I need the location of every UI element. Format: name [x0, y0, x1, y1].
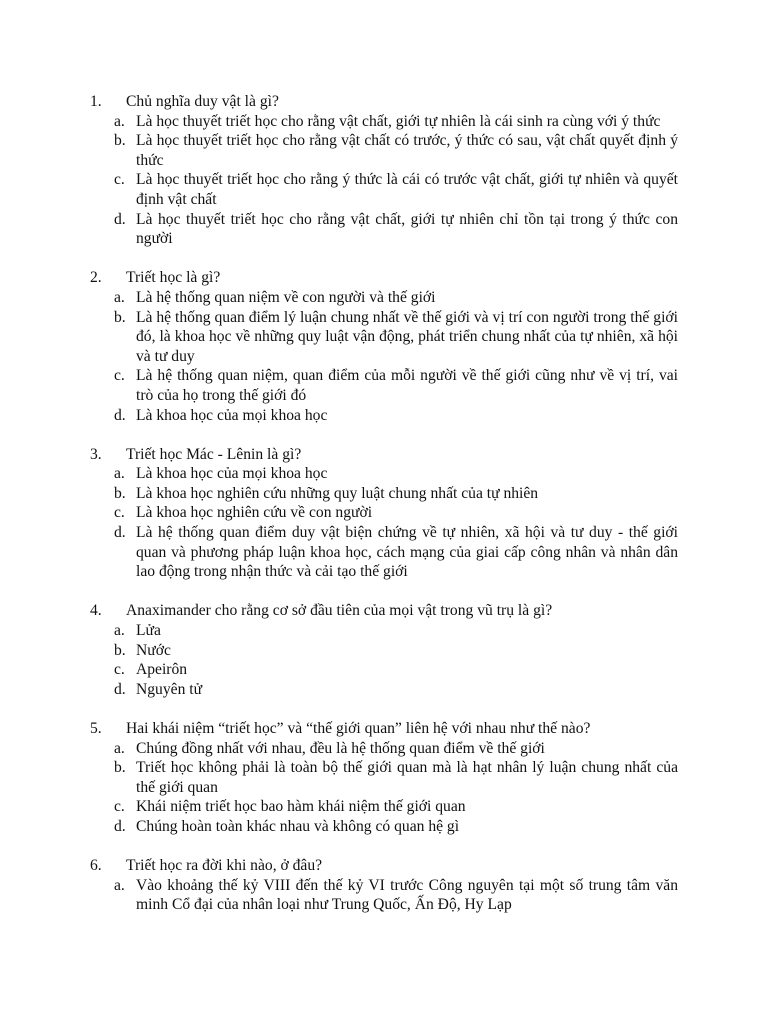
answer-option: [114, 758, 678, 797]
answer-text: Là học thuyết triết học cho rằng vật chất, giới tự nhiên chỉ tồn tại trong ý thức con người: [136, 210, 678, 248]
question-number: 3.: [90, 445, 102, 463]
answer-letter: d.: [114, 817, 126, 835]
answer-list: [90, 739, 678, 837]
answer-text: Là hệ thống quan niệm về con người và thế giới: [136, 288, 436, 306]
question-text: Hai khái niệm “triết học” và “thế giới quan” liên hệ với nhau như thế nào?: [126, 720, 591, 737]
answer-option: [114, 523, 678, 582]
answer-letter: d.: [114, 524, 126, 542]
answer-option: [114, 503, 678, 523]
question-line: [90, 268, 678, 288]
answer-letter: b.: [114, 759, 126, 777]
answer-letter: a.: [114, 465, 125, 483]
question-number: 4.: [90, 602, 102, 620]
answer-letter: a.: [114, 739, 125, 757]
answer-option: [114, 210, 678, 249]
answer-letter: b.: [114, 308, 126, 326]
answer-text: Triết học không phải là toàn bộ thế giới quan mà là hạt nhân lý luận chung nhất của thế giới quan: [136, 759, 678, 796]
answer-option: [114, 406, 678, 426]
question-text: Chủ nghĩa duy vật là gì?: [126, 93, 279, 110]
answer-letter: d.: [114, 210, 126, 228]
answer-text: Là hệ thống quan niệm, quan điểm của mỗi người về thế giới cũng như về vị trí, vai trò của họ trong thế giới đó: [136, 367, 678, 404]
answer-list: [90, 288, 678, 425]
question-number: 6.: [90, 857, 102, 875]
answer-text: Khái niệm triết học bao hàm khái niệm thế giới quan: [136, 798, 466, 816]
question-number: 1.: [90, 93, 102, 110]
answer-option: [114, 288, 678, 308]
answer-letter: c.: [114, 504, 125, 522]
answer-letter: a.: [114, 288, 125, 306]
answer-list: [90, 621, 678, 699]
answer-text: Apeirôn: [136, 661, 188, 679]
answer-list: [90, 464, 678, 582]
question-line: [90, 719, 678, 739]
answer-letter: a.: [114, 112, 125, 130]
answer-option: [114, 660, 678, 680]
answer-option: [114, 817, 678, 837]
question-line: [90, 92, 678, 112]
question-3: [90, 445, 678, 582]
answer-text: Là khoa học nghiên cứu về con người: [136, 504, 373, 522]
answer-letter: b.: [114, 641, 126, 659]
question-2: [90, 268, 678, 425]
question-5: [90, 719, 678, 837]
answer-list: [90, 876, 678, 915]
answer-text: Lửa: [136, 622, 161, 640]
answer-option: [114, 739, 678, 759]
answer-option: [114, 876, 678, 915]
answer-letter: b.: [114, 484, 126, 502]
answer-option: [114, 308, 678, 367]
answer-letter: b.: [114, 132, 126, 150]
question-6: [90, 856, 678, 915]
answer-option: [114, 641, 678, 661]
answer-letter: a.: [114, 622, 125, 640]
answer-letter: c.: [114, 798, 125, 816]
answer-option: [114, 680, 678, 700]
question-text: Triết học ra đời khi nào, ở đâu?: [126, 857, 323, 875]
answer-option: [114, 797, 678, 817]
question-line: [90, 856, 678, 876]
answer-text: Chúng đồng nhất với nhau, đều là hệ thống quan điểm về thế giới: [136, 739, 545, 757]
answer-text: Là khoa học của mọi khoa học: [136, 406, 328, 424]
question-number: 5.: [90, 720, 102, 737]
question-4: [90, 601, 678, 699]
answer-text: Là học thuyết triết học cho rằng vật chất có trước, ý thức có sau, vật chất quyết định ý thức: [136, 132, 678, 169]
answer-letter: c.: [114, 661, 125, 679]
answer-text: Là khoa học của mọi khoa học: [136, 465, 328, 483]
question-1: [90, 92, 678, 249]
question-text: Anaximander cho rằng cơ sở đầu tiên của mọi vật trong vũ trụ là gì?: [126, 602, 553, 620]
answer-letter: c.: [114, 367, 125, 385]
answer-list: [90, 112, 678, 249]
question-line: [90, 601, 678, 621]
answer-option: [114, 484, 678, 504]
answer-option: [114, 366, 678, 405]
answer-letter: a.: [114, 876, 125, 894]
answer-text: Nguyên tử: [136, 680, 203, 698]
answer-text: Vào khoảng thế kỷ VIII đến thế kỷ VI trước Công nguyên tại một số trung tâm văn minh Cổ đại của nhân loại như Trung Quốc, Ấn Độ, Hy Lạp: [136, 876, 678, 914]
answer-option: [114, 464, 678, 484]
answer-text: Là hệ thống quan điểm lý luận chung nhất về thế giới và vị trí con người trong thế giới đó, là khoa học về những quy luật vận động, phát triển chung nhất của tự nhiên, xã hội và tư duy: [136, 308, 678, 365]
answer-text: Nước: [136, 641, 171, 659]
answer-option: [114, 112, 678, 132]
question-text: Triết học là gì?: [126, 269, 221, 287]
answer-text: Chúng hoàn toàn khác nhau và không có quan hệ gì: [136, 817, 460, 835]
answer-option: [114, 621, 678, 641]
answer-letter: c.: [114, 171, 125, 189]
question-line: [90, 445, 678, 465]
answer-letter: d.: [114, 680, 126, 698]
answer-option: [114, 170, 678, 209]
question-number: 2.: [90, 269, 102, 287]
answer-text: Là học thuyết triết học cho rằng vật chất, giới tự nhiên là cái sinh ra cùng với ý thức: [136, 112, 661, 130]
answer-letter: d.: [114, 406, 126, 424]
answer-option: [114, 131, 678, 170]
answer-text: Là khoa học nghiên cứu những quy luật chung nhất của tự nhiên: [136, 484, 539, 502]
answer-text: Là hệ thống quan điểm duy vật biện chứng về tự nhiên, xã hội và tư duy - thế giới quan và phương pháp luận khoa học, cách mạng của giai cấp công nhân và nhân dân lao động trong nhận thức và cải tạo thế giới: [136, 524, 678, 581]
answer-text: Là học thuyết triết học cho rằng ý thức là cái có trước vật chất, giới tự nhiên và quyết định vật chất: [136, 171, 678, 208]
question-text: Triết học Mác - Lênin là gì?: [126, 445, 302, 463]
